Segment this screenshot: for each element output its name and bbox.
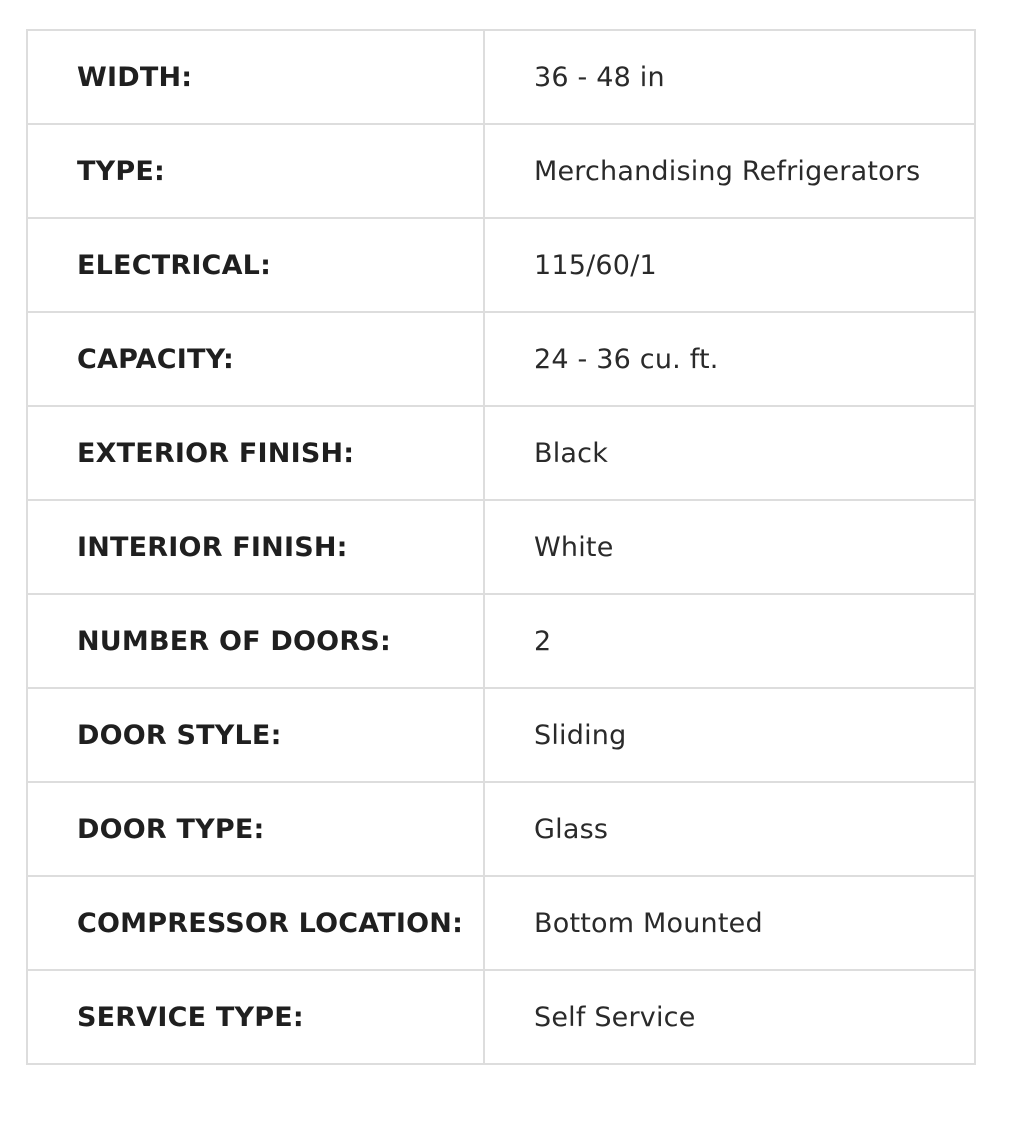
spec-row-electrical <box>27 218 975 312</box>
spec-label: DOOR STYLE: <box>27 688 484 782</box>
spec-label: TYPE: <box>27 124 484 218</box>
spec-label: ELECTRICAL: <box>27 218 484 312</box>
spec-value: 36 - 48 in <box>484 30 975 124</box>
spec-value: 115/60/1 <box>484 218 975 312</box>
spec-row-exterior-finish <box>27 406 975 500</box>
spec-value: Merchandising Refrigerators <box>484 124 975 218</box>
spec-row-interior-finish <box>27 500 975 594</box>
spec-value: Sliding <box>484 688 975 782</box>
spec-row-compressor-location <box>27 876 975 970</box>
spec-value: Glass <box>484 782 975 876</box>
spec-value: Bottom Mounted <box>484 876 975 970</box>
spec-label: EXTERIOR FINISH: <box>27 406 484 500</box>
spec-row-door-type <box>27 782 975 876</box>
spec-label: NUMBER OF DOORS: <box>27 594 484 688</box>
spec-row-capacity <box>27 312 975 406</box>
spec-label: DOOR TYPE: <box>27 782 484 876</box>
spec-label: COMPRESSOR LOCATION: <box>27 876 484 970</box>
spec-label: CAPACITY: <box>27 312 484 406</box>
spec-row-door-style <box>27 688 975 782</box>
spec-row-width <box>27 30 975 124</box>
spec-value: 24 - 36 cu. ft. <box>484 312 975 406</box>
specifications-table <box>26 29 976 1065</box>
spec-value: 2 <box>484 594 975 688</box>
spec-label: INTERIOR FINISH: <box>27 500 484 594</box>
spec-label: WIDTH: <box>27 30 484 124</box>
spec-value: White <box>484 500 975 594</box>
spec-row-type <box>27 124 975 218</box>
spec-value: Self Service <box>484 970 975 1064</box>
spec-label: SERVICE TYPE: <box>27 970 484 1064</box>
spec-row-service-type <box>27 970 975 1064</box>
spec-value: Black <box>484 406 975 500</box>
spec-row-number-of-doors <box>27 594 975 688</box>
